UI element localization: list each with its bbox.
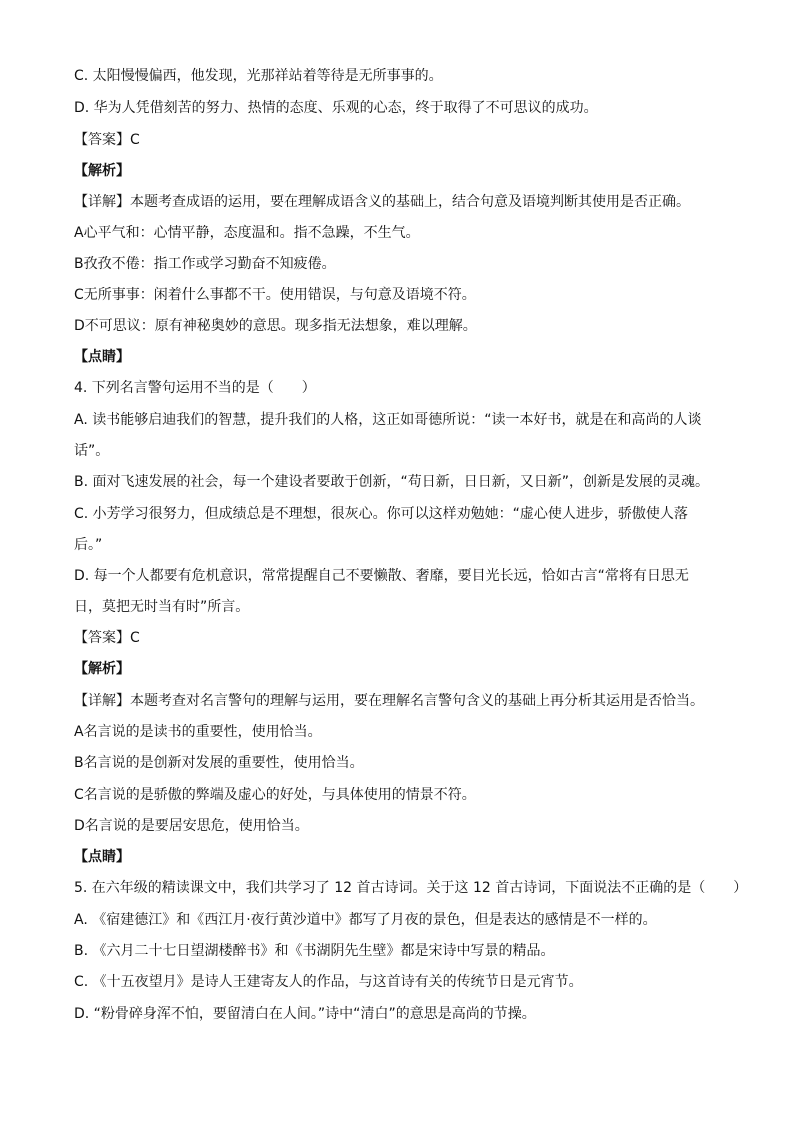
explanation-c: C无所事事：闲着什么事都不干。使用错误，与句意及语境不符。 xyxy=(74,287,476,303)
q5-option-a: A. 《宿建德江》和《西江月·夜行黄沙道中》都写了月夜的景色，但是表达的感情是不一样的。 xyxy=(74,912,657,928)
q5-option-b: B. 《六月二十七日望湖楼醉书》和《书湖阴先生壁》都是宋诗中写景的精品。 xyxy=(74,943,555,959)
q4-explanation-b: B名言说的是创新对发展的重要性，使用恰当。 xyxy=(74,755,364,771)
q4-answer-label: 【答案】C xyxy=(74,630,140,646)
analysis-heading: 【解析】 xyxy=(74,163,130,179)
q4-option-d-line1: D. 每一个人都要有危机意识，常常提醒自己不要懒散、奢靡，要目光长远，恰如古言“常将有日思无 xyxy=(74,568,689,584)
answer-label: 【答案】C xyxy=(74,132,140,148)
comment-heading: 【点睛】 xyxy=(74,349,130,365)
q4-explanation-d: D名言说的是要居安思危，使用恰当。 xyxy=(74,818,309,834)
q4-option-a-line1: A. 读书能够启迪我们的智慧，提升我们的人格，这正如哥德所说：“读一本好书，就是在和高尚的人谈 xyxy=(74,412,702,428)
question-5-stem: 5. 在六年级的精读课文中，我们共学习了 12 首古诗词。关于这 12 首古诗词，下面说法不正确的是（ ） xyxy=(74,880,748,896)
q4-explanation-a: A名言说的是读书的重要性，使用恰当。 xyxy=(74,724,322,740)
q4-comment-heading: 【点睛】 xyxy=(74,849,130,865)
q4-explanation-c: C名言说的是骄傲的弊端及虚心的好处，与具体使用的情景不符。 xyxy=(74,787,476,803)
q4-analysis-heading: 【解析】 xyxy=(74,661,130,677)
explanation-b: B孜孜不倦：指工作或学习勤奋不知疲倦。 xyxy=(74,256,336,272)
q4-option-b: B. 面对飞速发展的社会，每一个建设者要敢于创新，“苟日新，日日新，又日新”，创新是发展的灵魂。 xyxy=(74,474,710,490)
option-d-line: D. 华为人凭借刻苦的努力、热情的态度、乐观的心态，终于取得了不可思议的成功。 xyxy=(74,100,598,116)
explanation-a: A心平气和：心情平静，态度温和。指不急躁，不生气。 xyxy=(74,225,420,241)
q4-option-d-line2: 日，莫把无时当有时”所言。 xyxy=(74,599,250,615)
q4-detail-explanation: 【详解】本题考查对名言警句的理解与运用，要在理解名言警句含义的基础上再分析其运用是否恰当。 xyxy=(74,693,704,709)
question-4-stem: 4. 下列名言警句运用不当的是（ ） xyxy=(74,380,316,396)
q4-option-c-line1: C. 小芳学习很努力，但成绩总是不理想，很灰心。你可以这样劝勉她：“虚心使人进步，骄傲使人落 xyxy=(74,506,688,522)
q5-option-d: D. “粉骨碎身浑不怕，要留清白在人间。”诗中“清白”的意思是高尚的节操。 xyxy=(74,1006,536,1022)
detail-explanation: 【详解】本题考查成语的运用，要在理解成语含义的基础上，结合句意及语境判断其使用是否正确。 xyxy=(74,194,690,210)
q4-option-a-line2: 话”。 xyxy=(74,443,110,459)
option-c-line: C. 太阳慢慢偏西，他发现，光那祥站着等待是无所事事的。 xyxy=(74,68,443,84)
q4-option-c-line2: 后。” xyxy=(74,537,103,553)
q5-option-c: C. 《十五夜望月》是诗人王建寄友人的作品，与这首诗有关的传统节日是元宵节。 xyxy=(74,974,583,990)
explanation-d: D不可思议：原有神秘奥妙的意思。现多指无法想象，难以理解。 xyxy=(74,318,477,334)
